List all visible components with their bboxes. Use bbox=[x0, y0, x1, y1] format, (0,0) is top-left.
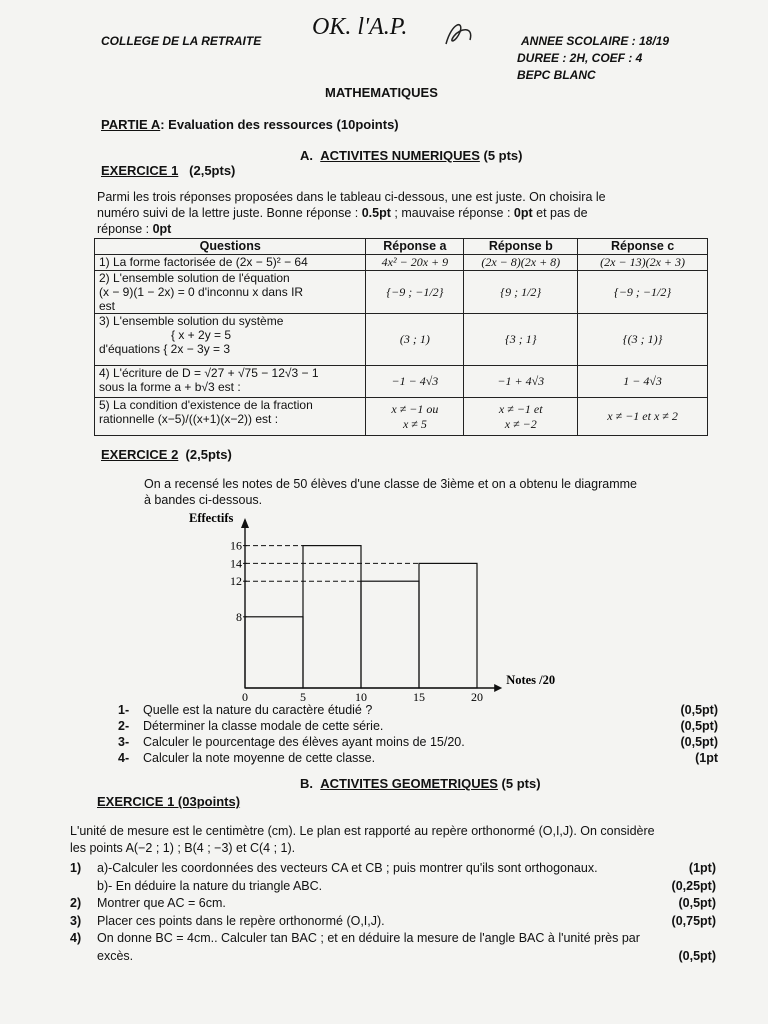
handwritten-note: OK. l'A.P. bbox=[312, 14, 408, 40]
school-year: ANNEE SCOLAIRE : 18/19 bbox=[521, 34, 670, 48]
x-tick-label: 5 bbox=[300, 690, 306, 704]
answer-a-cell: (3 ; 1) bbox=[366, 314, 464, 366]
question-number: 2- bbox=[118, 719, 130, 733]
question-number: 1- bbox=[118, 703, 130, 717]
y-tick-label: 8 bbox=[236, 609, 242, 624]
answer-text: x ≠ −1 ou bbox=[391, 401, 439, 416]
question-points: (0,5pt) bbox=[680, 719, 718, 733]
exercise-3-questions bbox=[70, 860, 716, 965]
table-header: Questions bbox=[95, 239, 366, 255]
question-number: 1) bbox=[70, 861, 82, 875]
y-tick-label: 16 bbox=[230, 538, 242, 553]
question-points: (0,25pt) bbox=[671, 878, 716, 893]
x-axis-arrow-icon bbox=[494, 684, 502, 692]
answer-c-cell: {(3 ; 1)} bbox=[578, 314, 708, 366]
intro-line-2: les points A(−2 ; 1) ; B(4 ; −3) et C(4 ; 1). bbox=[70, 841, 296, 855]
exercise-2-heading bbox=[101, 447, 232, 462]
answer-b-cell: (2x − 8)(2x + 8) bbox=[464, 255, 578, 271]
table-row bbox=[95, 398, 708, 436]
exercise-1-intro bbox=[97, 189, 717, 237]
intro-good-pts: 0.5pt bbox=[361, 206, 391, 220]
question-points: (0,75pt) bbox=[671, 913, 716, 928]
question-points: (1pt) bbox=[688, 861, 716, 875]
question-item bbox=[70, 860, 716, 878]
question-item bbox=[118, 702, 718, 718]
y-tick-label: 14 bbox=[230, 556, 242, 571]
answers-table bbox=[94, 238, 708, 436]
x-tick-label: 20 bbox=[471, 690, 483, 704]
y-axis-label: Effectifs bbox=[189, 511, 234, 525]
bar bbox=[361, 581, 419, 688]
answer-a-cell: {−9 ; −1/2} bbox=[366, 271, 464, 314]
exercise-1-pts: (2,5pts) bbox=[189, 163, 236, 178]
intro-line-2: à bandes ci-dessous. bbox=[144, 493, 263, 507]
answer-c-cell: {−9 ; −1/2} bbox=[578, 271, 708, 314]
part-a-title: : Evaluation des ressources (10points) bbox=[160, 117, 399, 132]
bar-chart bbox=[180, 508, 600, 704]
answer-c-cell: 1 − 4√3 bbox=[578, 366, 708, 398]
answer-b-cell: {9 ; 1/2} bbox=[464, 271, 578, 314]
intro-text: ; mauvaise réponse : bbox=[390, 206, 514, 220]
subject-title: MATHEMATIQUES bbox=[325, 85, 438, 100]
intro-text: réponse : bbox=[97, 222, 153, 236]
question-item bbox=[70, 948, 716, 966]
question-text: { x + 2y = 5 bbox=[171, 328, 232, 342]
question-item bbox=[70, 930, 716, 948]
intro-line-2 bbox=[97, 205, 717, 221]
question-text: 4) L'écriture de D = √27 + √75 − 12√3 − 1 bbox=[99, 366, 319, 380]
section-a-title: ACTIVITES NUMERIQUES bbox=[320, 148, 480, 163]
question-text: On donne BC = 4cm.. Calculer tan BAC ; et en déduire la mesure de l'angle BAC à l'unité près par bbox=[97, 931, 640, 945]
bar bbox=[245, 617, 303, 688]
table-header: Réponse a bbox=[366, 239, 464, 255]
question-item bbox=[70, 913, 716, 931]
question-text: excès. bbox=[97, 948, 134, 963]
question-text: Déterminer la classe modale de cette série. bbox=[143, 719, 384, 733]
exercise-3-intro bbox=[70, 823, 720, 857]
intro-bad-pts: 0pt bbox=[513, 206, 533, 220]
exercise-2-intro bbox=[144, 476, 637, 508]
x-tick-label: 15 bbox=[413, 690, 425, 704]
question-item bbox=[70, 878, 716, 896]
question-text: Quelle est la nature du caractère étudié ? bbox=[143, 703, 373, 717]
x-tick-label: 10 bbox=[355, 690, 367, 704]
question-item bbox=[118, 718, 718, 734]
table-row bbox=[95, 366, 708, 398]
answer-c-cell: x ≠ −1 et x ≠ 2 bbox=[578, 398, 708, 436]
question-text: 5) La condition d'existence de la fraction bbox=[99, 398, 313, 412]
section-b-title: ACTIVITES GEOMETRIQUES bbox=[320, 776, 498, 791]
table-row bbox=[95, 255, 708, 271]
question-text: Placer ces points dans le repère orthonormé (O,I,J). bbox=[97, 913, 385, 928]
question-number: 4) bbox=[70, 931, 82, 945]
bar bbox=[419, 563, 477, 688]
question-text: Montrer que AC = 6cm. bbox=[97, 896, 226, 910]
question-text: sous la forme a + b√3 est : bbox=[99, 380, 241, 394]
question-text: d'équations { 2x − 3y = 3 bbox=[99, 342, 231, 356]
answer-text: x ≠ 5 bbox=[402, 416, 427, 431]
question-text: 1) La forme factorisée de (2x − 5)² − 64 bbox=[99, 255, 308, 269]
question-points: (0,5pt) bbox=[678, 896, 716, 910]
table-header: Réponse c bbox=[578, 239, 708, 255]
question-cell bbox=[95, 398, 366, 436]
part-a-label: PARTIE A bbox=[101, 117, 161, 132]
question-text: est bbox=[99, 299, 116, 313]
answer-c-cell: (2x − 13)(2x + 3) bbox=[578, 255, 708, 271]
intro-text: et pas de bbox=[532, 206, 588, 220]
question-text: 2) L'ensemble solution de l'équation bbox=[99, 271, 290, 285]
question-text: rationnelle (x−5)/((x+1)(x−2)) est : bbox=[99, 412, 279, 426]
question-cell bbox=[95, 255, 366, 271]
question-number: 4- bbox=[118, 751, 130, 765]
question-text: Calculer la note moyenne de cette classe. bbox=[143, 751, 376, 765]
exercise-1-label: EXERCICE 1 bbox=[101, 163, 179, 178]
section-b-heading bbox=[300, 776, 541, 791]
table-row bbox=[95, 271, 708, 314]
x-axis-label: Notes /20 bbox=[506, 673, 556, 687]
signature-icon bbox=[440, 14, 480, 54]
table-header: Réponse b bbox=[464, 239, 578, 255]
intro-text: numéro suivi de la lettre juste. Bonne réponse : bbox=[97, 206, 362, 220]
table-header-row bbox=[95, 239, 708, 255]
question-text: Calculer le pourcentage des élèves ayant moins de 15/20. bbox=[143, 735, 465, 749]
bar bbox=[303, 546, 361, 688]
section-b-pts: (5 pts) bbox=[501, 776, 541, 791]
question-text: a)-Calculer les coordonnées des vecteurs CA et CB ; puis montrer qu'ils sont orthogonaux. bbox=[97, 861, 598, 875]
intro-line-1: Parmi les trois réponses proposées dans le tableau ci-dessous, une est juste. On choisira le bbox=[97, 190, 606, 204]
answer-a-cell bbox=[366, 398, 464, 436]
intro-line-1: On a recensé les notes de 50 élèves d'une classe de 3ième et on a obtenu le diagramme bbox=[144, 477, 637, 491]
question-number: 2) bbox=[70, 896, 82, 910]
answer-a-cell: 4x² − 20x + 9 bbox=[366, 255, 464, 271]
question-text: b)- En déduire la nature du triangle ABC. bbox=[97, 878, 323, 893]
exercise-2-label: EXERCICE 2 bbox=[101, 447, 179, 462]
section-a-prefix: A. bbox=[300, 148, 313, 163]
answer-a-cell: −1 − 4√3 bbox=[366, 366, 464, 398]
question-item bbox=[118, 750, 718, 766]
question-points: (0,5pt) bbox=[680, 703, 718, 717]
school-name: COLLEGE DE LA RETRAITE bbox=[101, 34, 262, 48]
question-cell bbox=[95, 314, 366, 366]
table-row bbox=[95, 314, 708, 366]
question-cell bbox=[95, 366, 366, 398]
question-text: (x − 9)(1 − 2x) = 0 d'inconnu x dans IR bbox=[99, 285, 304, 299]
question-text: 3) L'ensemble solution du système bbox=[99, 314, 284, 328]
section-b-prefix: B. bbox=[300, 776, 313, 791]
section-a-pts: (5 pts) bbox=[483, 148, 523, 163]
question-cell bbox=[95, 271, 366, 314]
question-points: (0,5pt) bbox=[680, 735, 718, 749]
exercise-2-pts: (2,5pts) bbox=[185, 447, 232, 462]
question-number: 3) bbox=[70, 913, 82, 928]
question-item bbox=[118, 734, 718, 750]
question-points: (0,5pt) bbox=[678, 948, 716, 963]
y-tick-label: 12 bbox=[230, 574, 242, 589]
answer-b-cell bbox=[464, 398, 578, 436]
exercise-2-questions bbox=[118, 702, 718, 766]
answer-b-cell: {3 ; 1} bbox=[464, 314, 578, 366]
exercise-1-heading bbox=[101, 163, 235, 178]
section-a-heading bbox=[300, 148, 522, 163]
intro-line-1: L'unité de mesure est le centimètre (cm). Le plan est rapporté au repère orthonormé (O,I,J). On considère bbox=[70, 824, 655, 838]
question-points: (1pt bbox=[695, 751, 718, 765]
question-item bbox=[70, 895, 716, 913]
part-a-heading bbox=[101, 117, 399, 132]
answer-text: x ≠ −2 bbox=[504, 416, 537, 431]
x-tick-label: 0 bbox=[242, 690, 248, 704]
exam-name: BEPC BLANC bbox=[517, 68, 596, 82]
exercise-3-heading: EXERCICE 1 (03points) bbox=[97, 794, 241, 809]
intro-line-3 bbox=[97, 221, 717, 237]
intro-none-pts: 0pt bbox=[152, 222, 172, 236]
question-number: 3- bbox=[118, 735, 130, 749]
answer-text: x ≠ −1 et bbox=[498, 401, 543, 416]
answer-b-cell: −1 + 4√3 bbox=[464, 366, 578, 398]
y-axis-arrow-icon bbox=[241, 518, 249, 528]
duration: DUREE : 2H, COEF : 4 bbox=[517, 51, 643, 65]
